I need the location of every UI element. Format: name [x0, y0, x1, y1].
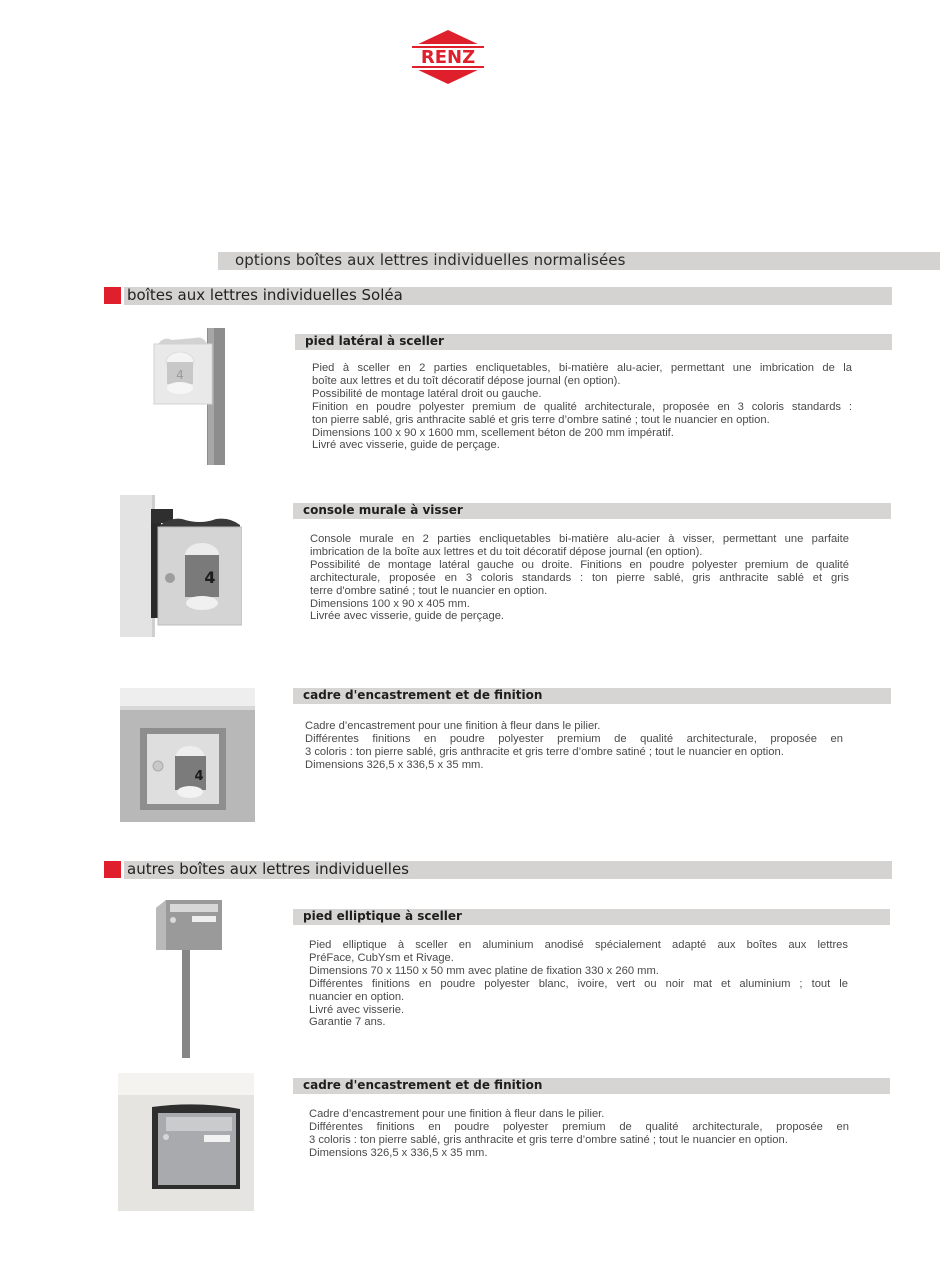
- product-image-elliptic-post: [150, 898, 225, 1060]
- description-line: 3 coloris : ton pierre sablé, gris anthracite et gris terre d’ombre satiné ; tout le nuancier en option.: [305, 745, 784, 758]
- product-image-wall-frame: [118, 1073, 254, 1211]
- item-header-side-post: [295, 334, 892, 350]
- item-description-elliptic-post: [309, 939, 848, 1029]
- section-marker-icon: [104, 287, 121, 304]
- description-line: Cadre d’encastrement pour une finition à fleur dans le pilier.: [309, 1108, 605, 1120]
- description-line: terre d'ombre satiné ; tout le nuancier en option.: [310, 584, 548, 597]
- item-header-wall-console: [293, 503, 891, 519]
- section-marker-icon: [104, 861, 121, 878]
- item-title: pied latéral à sceller: [305, 334, 444, 348]
- logo-text: RENZ: [420, 47, 476, 68]
- item-title: pied elliptique à sceller: [303, 909, 462, 923]
- product-image-wall-console: [120, 495, 242, 637]
- description-line: Livrée avec visserie, guide de perçage.: [310, 610, 505, 623]
- description-line: Pied à sceller en 2 parties encliquetables, bi-matière alu-acier, permettant une imbrication de la: [312, 362, 852, 374]
- description-line: Livré avec visserie.: [309, 1003, 405, 1016]
- section-header-other: [104, 861, 892, 879]
- description-line: Pied elliptique à sceller en aluminium anodisé spécialement adapté aux boîtes aux lettres: [309, 939, 848, 951]
- description-line: Dimensions 326,5 x 336,5 x 35 mm.: [309, 1146, 488, 1159]
- description-line: Différentes finitions en poudre polyester blanc, ivoire, vert ou noir mat et aluminium ; tout le: [309, 977, 848, 990]
- description-line: PréFace, CubYsm et Rivage.: [309, 951, 454, 964]
- item-header-wall-frame: [293, 1078, 890, 1094]
- item-description-wall-console: [310, 533, 849, 623]
- svg-text:4: 4: [176, 368, 184, 382]
- section-title: autres boîtes aux lettres individuelles: [127, 860, 409, 878]
- description-line: Dimensions 70 x 1150 x 50 mm avec platine de fixation 330 x 260 mm.: [309, 964, 659, 977]
- section-header-solea: [104, 287, 892, 305]
- item-title: cadre d'encastrement et de finition: [303, 1078, 543, 1092]
- item-description-flush-frame: [305, 720, 843, 772]
- page-banner: [218, 252, 940, 270]
- description-line: Cadre d’encastrement pour une finition à fleur dans le pilier.: [305, 720, 601, 732]
- description-line: Dimensions 100 x 90 x 1600 mm, scellement béton de 200 mm impératif.: [312, 426, 674, 439]
- description-line: 3 coloris : ton pierre sablé, gris anthracite et gris terre d’ombre satiné ; tout le nuancier en option.: [309, 1133, 788, 1146]
- svg-text:4: 4: [204, 568, 216, 587]
- description-line: Finition en poudre polyester premium de qualité architecturale, proposée en 3 coloris standards :: [312, 400, 852, 413]
- item-description-wall-frame: [309, 1108, 849, 1160]
- description-line: Différentes finitions en poudre polyester premium de qualité architecturale, proposée en: [309, 1120, 849, 1133]
- item-header-flush-frame: [293, 688, 891, 704]
- description-line: Possibilité de montage latéral droit ou gauche.: [312, 387, 542, 400]
- description-line: imbrication de la boîte aux lettres et du toit décoratif dépose journal (en option).: [310, 545, 703, 558]
- description-line: Dimensions 326,5 x 336,5 x 35 mm.: [305, 758, 484, 771]
- description-line: Possibilité de montage latéral gauche ou droite. Finitions en poudre polyester premium de qualité: [310, 558, 849, 571]
- item-description-side-post: [312, 362, 852, 452]
- description-line: Console murale en 2 parties encliquetables bi-matière alu-acier à visser, permettant une parfaite: [310, 533, 849, 545]
- description-line: boîte aux lettres et du toît décoratif dépose journal (en option).: [312, 374, 621, 387]
- description-line: Dimensions 100 x 90 x 405 mm.: [310, 597, 470, 610]
- page-title: options boîtes aux lettres individuelles normalisées: [235, 251, 626, 269]
- section-title: boîtes aux lettres individuelles Soléa: [127, 286, 403, 304]
- description-line: nuancier en option.: [309, 990, 405, 1003]
- description-line: Garantie 7 ans.: [309, 1016, 386, 1029]
- description-line: ton pierre sablé, gris anthracite sablé et gris terre d’ombre satiné ; tout le nuancier en option.: [312, 413, 770, 426]
- product-image-side-post: [150, 328, 230, 466]
- description-line: Différentes finitions en poudre polyester premium de qualité architecturale, proposée en: [305, 732, 843, 745]
- description-line: Livré avec visserie, guide de perçage.: [312, 439, 500, 452]
- renz-logo: [410, 28, 486, 86]
- svg-text:4: 4: [194, 769, 204, 784]
- item-title: cadre d'encastrement et de finition: [303, 688, 543, 702]
- description-line: architecturale, proposée en 3 coloris standards : ton pierre sablé, gris anthracite sablé et gris: [310, 571, 849, 584]
- item-header-elliptic-post: [293, 909, 890, 925]
- item-title: console murale à visser: [303, 503, 463, 517]
- product-image-flush-frame: [120, 688, 255, 822]
